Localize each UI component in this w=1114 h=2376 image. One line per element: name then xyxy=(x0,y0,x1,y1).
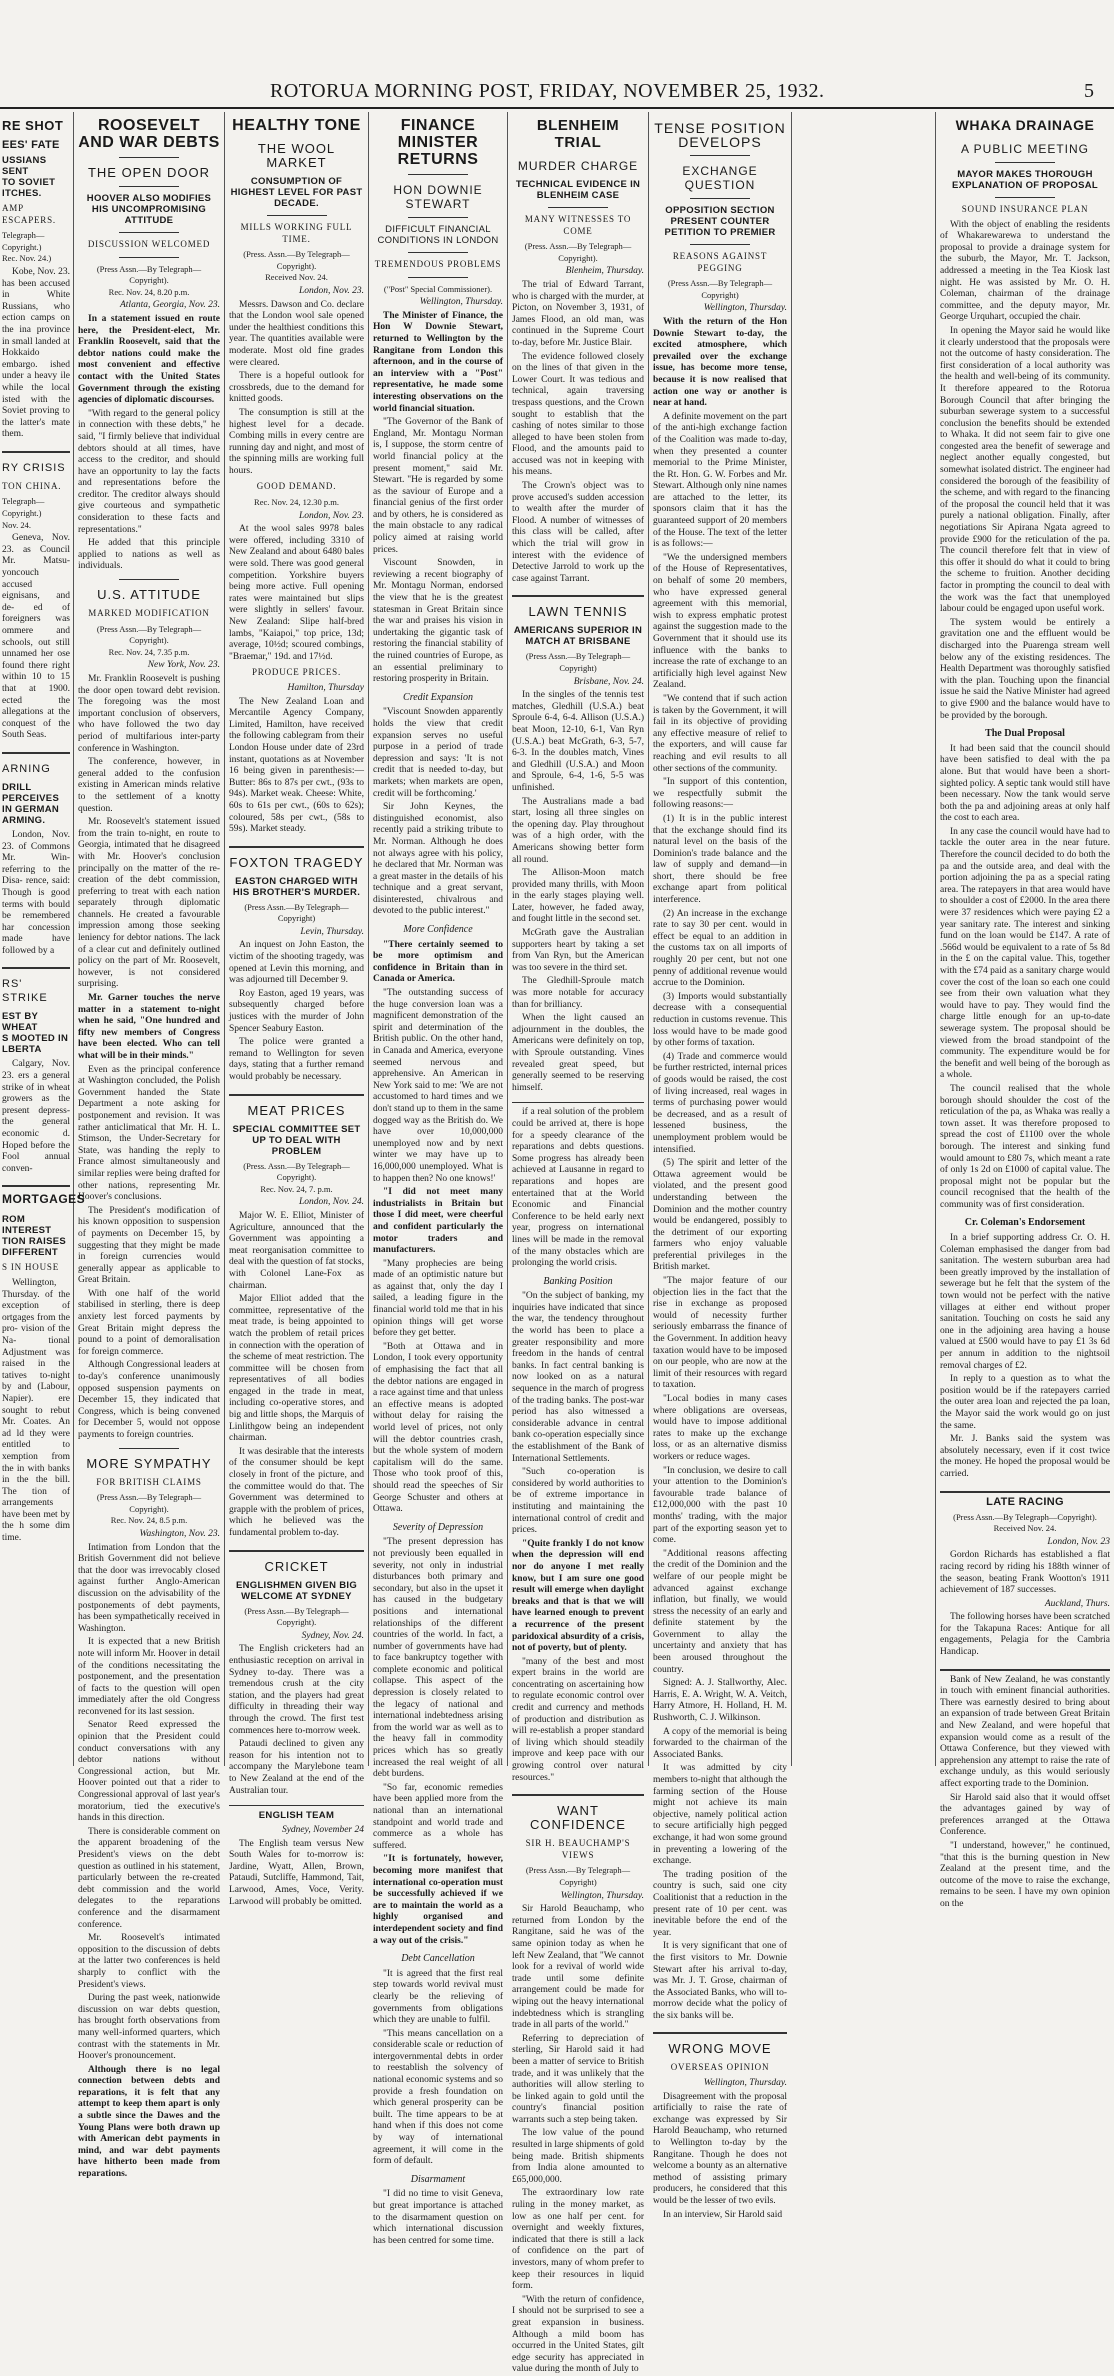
article-paragraph: Kobe, Nov. 23. has been accused in White Russians, who ection camps on the ina province in small landed at Hokkaido embargo. ished under a heavy ile while the local isted with the Soviet proving to the latter's mate them. xyxy=(2,266,70,440)
divider xyxy=(690,155,750,156)
article-paragraph: The system would be entirely a gravitation one and the effluent would be discharged into the Puarenga stream well below any of the existing residences. The Health Department was thoroughly satisfied with the plan. Touching upon the financial issue he said the Native Minister had agreed to give £900 and the balance would have to be provided by the borough. xyxy=(940,617,1110,721)
headline: THE OPEN DOOR xyxy=(87,165,211,180)
headline: RE SHOT xyxy=(2,118,64,133)
article-paragraph: "With regard to the general policy in connection with these debts," he said, "I firmly believe that individual debtors should at all times, have access to the creditor, and should have an opportunity to lay the facts and representations before the creditor. The creditor always should give courteous and sympathetic consideration to these facts and representations." xyxy=(78,408,220,535)
divider xyxy=(119,157,179,158)
dateline: Brisbane, Nov. 24. xyxy=(573,676,644,687)
article-paragraph: Major W. E. Elliot, Minister of Agriculture, announced that the Government was appointing a meat reorganisation committee to deal with the question of fat stocks, with Colonel Lane-Fox as chairman. xyxy=(229,1210,364,1291)
column-2 xyxy=(229,113,364,1907)
headline: LAWN TENNIS xyxy=(528,604,628,620)
column-rule xyxy=(73,112,74,1766)
article-paragraph: In a brief supporting address Cr. O. H. Coleman emphasised the danger from bad sanitation. The western suburban area had been greatly improved by the installation of sewerage but he felt that the system of the town would not be perfect with the native villages at either end without proper sanitation. Touching on costs he said any one in the adjoining area having a house valued at £500 would have to pay £1 3s 6d per annum in addition to the nightsoil removal charges of £2. xyxy=(940,1233,1110,1371)
article-paragraph: Even as the principal conference at Washington concluded, the Polish Government handed the State Department a note asking for postponement and revision. It was rather anticlimatical that Mr. H. L. Stimson, the Under-Secretary for State, was handing the reply to France almost simultaneously and similar replies were being drafted for other nations, representing Mr. Hoover's conclusions. xyxy=(78,1064,220,1203)
article-paragraph: The low value of the pound resulted in large shipments of gold being made. British shipments from India alone amounted to £65,000,000. xyxy=(512,2128,644,2185)
article-paragraph: There is considerable comment on the apparent broadening of the President's views on the debt question as outlined in his statement, particularly between the re-created debt commission and the world delegates to the reparations conference and the disarmament conference. xyxy=(78,1826,220,1930)
lead-paragraph: With the return of the Hon Downie Stewart to-day, the excited atmosphere, which prevailed over the exchange issue, has become more tense, because it is now realised that action one way or another is near at hand. xyxy=(653,316,787,409)
dateline: Hamilton, Thursday xyxy=(287,682,364,693)
article-paragraph: The Australians made a bad start, losing all three singles on the opening day. Play throughout was of a high order, with the Americans showing better form all round. xyxy=(512,796,644,865)
article-paragraph: "Local bodies in many cases where obligations are overseas, would have to impose additional rates to make up the exchange loss, or as an alternative dismiss workers or reduce wages. xyxy=(653,1394,787,1462)
article-paragraph: At the wool sales 9978 bales were offered, including 3310 of New Zealand and about 6480 bales were sold. There was good general competition. Yorkshire buyers being more active. Full opening rates were maintained but slips were slightly in sellers' favour. New Zealand: Slipe half-bred lambs, "Kaiapoi," top price, 13d; average, 10½d; scoured combings, "Braemar," 19d. and 17½d. xyxy=(229,524,364,662)
article-paragraph: Mr. Roosevelt's intimated opposition to the discussion of debts at the latter two conferences is held sharply to conflict with the President's views. xyxy=(78,1933,220,1990)
divider xyxy=(408,277,468,278)
article-paragraph: In an interview, Sir Harold said xyxy=(663,2209,783,2220)
masthead-rule xyxy=(0,107,1114,109)
article-paragraph: McGrath gave the Australian supporters heart by taking a set from Van Ryn, but the American was too severe in the third set. xyxy=(512,928,644,973)
subhead: Disarmament xyxy=(410,2173,466,2185)
article-paragraph: Sir Harold said also that it would offset the advantages gained by way of preferences arranged at the Ottawa Conference. xyxy=(940,1792,1110,1838)
press-credit: Telegraph—Copyright.) Nov. 24. xyxy=(2,496,45,530)
headline: THE WOOL MARKET xyxy=(257,141,336,170)
subhead: More Confidence xyxy=(403,924,473,936)
article-paragraph: The trial of Edward Tarrant, who is charged with the murder, at Picton, on November 3, 1931, of James Flood, an old man, was continued in the Supreme Court to-day, before Mr. Justice Blair. xyxy=(512,279,644,348)
dateline: Wellington, Thursday. xyxy=(419,297,503,308)
divider xyxy=(119,257,179,258)
subheadline: MANY WITNESSES TO COME xyxy=(524,214,632,236)
subheadline: USSIANS SENT TO SOVIET ITCHES. xyxy=(2,155,56,199)
article-paragraph: The council realised that the whole borough should shoulder the cost of the reticulation of the pa, as Whaka was really a town asset. It was therefore proposed to spread the cost of £1100 over the whole borough. The interest and sinking fund would amount to £80 7s, which meant a rate of only 1s 2d on £1000 of capital value. The proposal might not be popular but the council recognised that the health of the community was of first consideration. xyxy=(940,1083,1110,1210)
section-rule xyxy=(512,595,644,597)
divider xyxy=(119,186,179,187)
headline: MURDER CHARGE xyxy=(517,159,639,173)
article-paragraph: The consumption is still at the highest level for a decade. Combing mills in every centre are running day and night, and most of the spinning mills are working full hours. xyxy=(229,407,364,476)
divider xyxy=(995,162,1055,163)
article-paragraph: "With the return of confidence, I should not be surprised to see a great expansion in business. Although a mild boom has occurred in the United States, gilt edge security has appreciated in value during the month of July to xyxy=(512,2294,644,2375)
article-paragraph: Gordon Richards has established a flat racing record by riding his 188th winner of the season, beating Frank Wootton's 1911 achievement of 187 successes. xyxy=(940,1550,1110,1596)
divider xyxy=(690,198,750,199)
article-paragraph: if a real solution of the problem could be arrived at, there is hope for a speedy clearance of the reparations and debts questions. Some progress has already been achieved at Lausanne in regard to reparations and hopes are entertained that at the World Economic and Financial Conference to be held early next year, progress on international lines will be made in the removal of the many obstacles which are prolonging the world crisis. xyxy=(512,1107,644,1269)
article-paragraph: During the past week, nationwide discussion on war debts question, has brought forth observations from many well-informed quarters, which contrast with the statements in Mr. Hoover's pronouncement. xyxy=(78,1993,220,2062)
press-credit: Telegraph—Copyright.) Rec. Nov. 24.) xyxy=(2,230,52,264)
article-paragraph: (4) Trade and commerce would be further restricted, internal prices of goods would be raised, the cost of living increased, real wages in terms of purchasing power would be decreased, and as a result of lessened business, the unemployment problem would be intensified. xyxy=(653,1051,787,1155)
dateline: Wellington, Thursday. xyxy=(703,2078,787,2089)
press-credit: (Press. Assn.—By Telegraph—Copyright). xyxy=(524,241,632,263)
section-rule xyxy=(2,451,70,453)
headline: ROOSEVELT AND WAR DEBTS xyxy=(78,117,220,151)
subheadline: EASTON CHARGED WITH HIS BROTHER'S MURDER. xyxy=(232,875,361,898)
article-paragraph: The following horses have been scratched for the Takapuna Races: Antique for all engagements, Pelagia for the Cambria Handicap. xyxy=(940,1612,1110,1658)
section-rule xyxy=(229,1094,364,1096)
column-rule xyxy=(368,112,369,1766)
subheadline: S IN HOUSE xyxy=(2,1262,60,1273)
subheadline: HOOVER ALSO MODIFIES HIS UNCOMPROMISING ATTITUDE xyxy=(86,193,212,226)
subhead: Cr. Coleman's Endorsement xyxy=(964,1217,1086,1229)
headline: HEALTHY TONE xyxy=(232,117,361,134)
press-credit: (Press Assn.—By Telegraph—Copyright). Rec. Nov. 24, 8.20 p.m. xyxy=(96,263,202,297)
subheadline: AMERICANS SUPERIOR IN MATCH AT BRISBANE xyxy=(513,625,643,648)
headline: RS' STRIKE xyxy=(2,978,48,1005)
column-4 xyxy=(512,113,644,2375)
section-rule xyxy=(940,1669,1110,1671)
article-paragraph: "It is agreed that the first real step towards world revival must clearly be the relieving of governments from obligations which they are unable to fulfil. xyxy=(373,1968,503,2026)
article-paragraph: Senator Reed expressed the opinion that the President could conduct conversations with any debtor nations without Congressional action, but Mr. Hoover pointed out that a rider to Congressional approval of last year's moratorium, tied the executive's hands in this direction. xyxy=(78,1720,220,1824)
headline: MORE SYMPATHY xyxy=(86,1455,212,1471)
article-paragraph: The Crown's object was to prove accused's sudden accession to wealth after the murder of Flood. A number of witnesses of this class will be called, after which the trial will grow in interest with the evidence of Detective Jarrold to work up the case against Tarrant. xyxy=(512,481,644,584)
headline: BLENHEIM TRIAL xyxy=(536,117,620,151)
subheadline: AMP ESCAPERS. xyxy=(2,203,56,225)
article-paragraph: Mr. Franklin Roosevelt is pushing the door open toward debt revision. The foregoing was the most important conclusion of observers, who have followed the two day period of multifarious inter-party conference in Washington. xyxy=(78,674,220,754)
article-paragraph: "In support of this contention, we respectfully submit the following reasons:— xyxy=(653,777,787,811)
page-number: 5 xyxy=(1084,80,1094,102)
subheadline: OVERSEAS OPINION xyxy=(670,2062,770,2073)
article-paragraph: Although Congressional leaders at to-day's conference unanimously opposed suspension payments on December 15, they indicated that Congress, which is being convened for December 5, would not oppose payments to foreign countries. xyxy=(78,1360,220,1440)
dateline: London, Nov. 23. xyxy=(298,510,364,521)
section-rule xyxy=(2,967,70,969)
article-paragraph: The English team versus New South Wales for to-morrow is: Jardine, Wyatt, Allen, Brown, Pataudi, Sutcliffe, Hammond, Tait, Larwood, Ames, Voce, Verity. Larwood will probably be omitted. xyxy=(229,1838,364,1907)
article-paragraph: "It is fortunately, however, becoming more manifest that international co-operation must be successfully achieved if we are to maintain the world as a highly organised and interdependent society and find a way out of the crisis." xyxy=(373,1854,503,1946)
article-paragraph: It is expected that a new British note will inform Mr. Hoover in detail of the conditions necessitating the postponement, and the presentation of facts to the question will open immediately after the old Congress reconvened for its last session. xyxy=(78,1637,220,1717)
divider xyxy=(229,1805,364,1806)
article-paragraph: The New Zealand Loan and Mercantile Agency Company, Limited, Hamilton, have received the following cablegram from their London House under date of 23rd instant, quotations as at November 16 being given in parenthesis:—Butter: 86s to 87s per cwt., (93s to 94s). Market weak. Cheese: White, 60s to 61s per cwt., (60s to 62s); coloured, 58s per cwt., (58s to 59s). Market steady. xyxy=(229,696,364,835)
press-credit: (Press Assn.—By Telegraph—Copyright). Received Nov. 24. xyxy=(953,1511,1097,1534)
subheadline: MAYOR MAKES THOROUGH EXPLANATION OF PROPOSAL xyxy=(951,169,1099,191)
press-credit: (Press Assn.—By Telegraph—Copyright) xyxy=(244,901,349,924)
headline: LATE RACING xyxy=(986,1495,1064,1508)
article-paragraph: "I did no time to visit Geneva, but great importance is attached to the disarmament question on which international discussion has been centred for some time. xyxy=(373,2189,503,2246)
dateline: Sydney, Nov. 24. xyxy=(301,1630,364,1641)
article-paragraph: Messrs. Dawson and Co. declare that the London wool sale opened under the healthiest conditions this year. The quantities available were moderate. Most old fine grades were cleared. xyxy=(229,299,364,368)
section-rule xyxy=(653,2032,787,2034)
headline: CRICKET xyxy=(264,1558,329,1574)
subhead: Debt Cancellation xyxy=(401,1953,475,1965)
divider xyxy=(690,244,750,245)
dateline: Blenheim, Thursday. xyxy=(565,266,644,277)
section-rule xyxy=(512,1794,644,1796)
article-paragraph: The Gledhill-Sproule match was more notable for accuracy than for brilliancy. xyxy=(512,976,644,1010)
headline: FINANCE MINISTER RETURNS xyxy=(397,117,479,168)
article-paragraph: London, Nov. 23. of Commons Mr. Win- referring to the Disa- rence, said: Though is good terms with bould be remembered har concession made have followed by a xyxy=(2,829,70,956)
dateline: London, Nov. 23. xyxy=(298,285,364,296)
article-paragraph: Referring to depreciation of sterling, Sir Harold said it had been a matter of service to British trade, and it was unlikely that the authorities will allow sterling to be linked again to gold until the country's financial position warrants such a step being taken. xyxy=(512,2033,644,2125)
lead-paragraph: The Minister of Finance, the Hon W Downie Stewart, returned to Wellington by the Rangitane from London this afternoon, and in the course of an interview with a "Post" representative, he made some interesting observations on the world financial situation. xyxy=(373,310,503,414)
divider xyxy=(548,207,608,208)
article-paragraph: "Both at Ottawa and in London, I took every opportunity of emphasising the fact that all the debtor nations are engaged in a race against time and that unless an effective means is adopted without delay for raising the world level of prices, not only will the debtor countries crash, but the whole system of modern capitalism will do the same. Those who took proof of this, should read the speeches of Sir George Schuster and others at Ottawa. xyxy=(373,1341,503,1515)
divider xyxy=(995,197,1055,198)
article-paragraph: "Such co-operation is considered by world authorities to be of extreme importance in instituting and maintaining the international control of credit and prices. xyxy=(512,1467,644,1536)
article-paragraph: Sir John Keynes, the distinguished economist, also recently paid a striking tribute to Mr. Norman. Although he does not always agree with his policy, he declared that Mr. Norman was a great master in the details of his technique and a great servant, disinterested, chivalrous and devoted to the public interest." xyxy=(373,802,503,917)
article-paragraph: An inquest on John Easton, the victim of the shooting tragedy, was opened at Levin this morning, and was adjourned till December 9. xyxy=(229,940,364,986)
subheadline: SIR H. BEAUCHAMP'S VIEWS xyxy=(525,1838,631,1860)
article-paragraph: In opening the Mayor said he would like it clearly understood that the proposals were not the outcome of hasty consideration. The first consideration of a local authority was the health and well-being of its community. It therefore appeared to the Rotorua Borough Council that after bringing the suburban sewerage system to a successful conclusion the benefits should be extended to Whaka. It did not seem fair to give one congested area the benefit of sewerage and neglect another equally congested, but somewhat isolated district. The engineer had considered the borough of the feasibility of the scheme, and with regard to the financing of the proposal the council held that it was purely a national obligation. Finally, after negotiations Sir Apirana Ngata agreed to provide £900 for the reticulation of the pa. The council therefore felt that in view of this offer it should do what it could to bring the scheme to fruition. Another deciding factor in prompting the council to deal with the work was the fact that unemployed labour could be engaged upon useful work. xyxy=(940,325,1110,615)
article-paragraph: It was desirable that the interests of the consumer should be kept closely in front of the picture, and the committee would do that. The Government was determined to grapple with the problem of prices, which he believed was the fundamental problem to-day. xyxy=(229,1446,364,1538)
divider xyxy=(119,579,179,580)
subheadline: EST BY WHEAT S MOOTED IN LBERTA xyxy=(2,1011,69,1056)
column-rule xyxy=(507,112,508,1766)
subheadline: REASONS AGAINST PEGGING xyxy=(672,251,768,273)
divider xyxy=(512,1102,644,1103)
dateline: London, Nov. 24. xyxy=(298,1197,364,1208)
section-rule xyxy=(229,846,364,848)
article-paragraph: "Viscount Snowden apparently holds the view that credit expansion serves no useful purpose in a period of trade depression and says: 'It is not credit that is needed to-day, but markets; when markets are open, credit will be forthcoming.' xyxy=(373,707,503,799)
newspaper-masthead-title: ROTORUA MORNING POST, FRIDAY, NOVEMBER 25, 1932. xyxy=(270,80,825,102)
article-paragraph: The Allison-Moon match provided many thrills, with Moon in the early stages playing well. Later, however, he faded away, and fought little in the second set. xyxy=(512,868,644,925)
section-rule xyxy=(229,1550,364,1552)
subheadline: CONSUMPTION OF HIGHEST LEVEL FOR PAST DECADE. xyxy=(230,176,363,209)
dateline: Auckland, Thurs. xyxy=(1044,1598,1110,1609)
article-paragraph: A copy of the memorial is being forwarded to the chairman of the Associated Banks. xyxy=(653,1726,787,1760)
headline: WHAKA DRAINAGE xyxy=(955,117,1095,133)
subheadline: MILLS WORKING FULL TIME. xyxy=(240,222,353,244)
divider xyxy=(408,174,468,175)
article-paragraph: There is a hopeful outlook for crossbreds, due to the demand for knitted goods. xyxy=(229,371,364,405)
press-credit: (Press Assn.—By Telegraph—Copyright). xyxy=(244,1605,349,1628)
article-paragraph: "Additional reasons affecting the credit of the Dominion and the welfare of our people might be advanced against exchange inflation, but finally, we would stress the necessity of an early and definite statement by the Government to allay the uncertainty and anxiety that has been aroused throughout the country. xyxy=(653,1548,787,1675)
headline: RY CRISIS xyxy=(2,461,66,474)
article-paragraph: With the object of enabling the residents of Whakarewarewa to understand the proposal to provide a drainage system for the suburb, the Mayor, Mr. T. Jackson, addressed a meeting in the Tea Kiosk last night. He was assisted by Mr. O. H. Coleman, chairman of the drainage committee, and the deputy mayor, Mr. George Urquhart, occupied the chair. xyxy=(940,219,1110,323)
article-paragraph: (5) The spirit and letter of the Ottawa agreement would be violated, and the present good understanding between the Dominion and the mother country would be endangered, possibly to the detriment of our exporting farmers who enjoy valuable preferential privileges in the British market. xyxy=(653,1158,787,1273)
article-paragraph: Roy Easton, aged 19 years, was subsequently charged before justices with the murder of John Spencer Seabury Easton. xyxy=(229,988,364,1034)
press-credit: (Press Assn.—By Telegraph—Copyright) xyxy=(525,1865,631,1887)
subheadline: GOOD DEMAND. xyxy=(256,481,337,492)
dateline: London, Nov. 23 xyxy=(1047,1536,1110,1547)
article-paragraph: "We the undersigned members of the House of Representatives, on behalf of some 20 members, who have expressed general agreement with this memorial, wish to express emphatic protest against the suggestion made to the Government that it should use its influence with the banks to increase the rate of exchange to an artificially high level against New Zealand. xyxy=(653,552,787,691)
article-paragraph: Mr. Garner touches the nerve matter in a statement to-night when he said, "One hundred and fifty new members of Congress have been elected. Who can tell what will be in their minds." xyxy=(78,993,220,1061)
article-paragraph: It was admitted by city members to-night that although the farming section of the House might not achieve its main objective, namely political action to secure artificially high pegged exchange, it had won some ground in preventing a lowering of the exchange. xyxy=(653,1763,787,1867)
article-paragraph: He added that this principle applied to nations as well as individuals. xyxy=(78,538,220,572)
article-paragraph: "The outstanding success of the huge conversion loan was a magnificent demonstration of the spirit and determination of the British public. On the other hand, in Canada and America, everyone seemed nervous and apprehensive. An American in New York said to me: 'We are not accustomed to hard times and we don't stand up to them in the same dogged way as the British do. We have over 10,000,000 unemployed now and by next winter we may have up to 16,000,000 unemployed. What is to happen then? No one knows!' xyxy=(373,988,503,1184)
article-paragraph: When the light caused an adjournment in the doubles, the Americans were definitely on top, with Sproule outstanding. Vines revealed great speed, but generally seemed to be reserving himself. xyxy=(512,1013,644,1093)
divider xyxy=(119,232,179,233)
divider xyxy=(119,1448,179,1449)
subhead: Credit Expansion xyxy=(403,691,473,703)
article-paragraph: The President's modification of his known opposition to suspension of payments on December 15, by suggesting that they might be made in foreign currencies would generally appear as applicable to Great Britain. xyxy=(78,1205,220,1286)
headline: ARNING xyxy=(2,762,51,775)
subheadline: TON CHINA. xyxy=(2,480,62,491)
subheadline: DRILL PERCEIVES IN GERMAN ARMING. xyxy=(2,781,60,826)
article-paragraph: "The major feature of our objection lies in the fact that the rise in exchange as proposed would of necessity further seriously embarrass the finance of the Government. In addition heavy taxation would have to be imposed on our people, who are now at the limit of their resources with regard to taxation. xyxy=(653,1276,787,1391)
headline: U.S. ATTITUDE xyxy=(97,587,201,603)
press-credit: (Press Assn.—By Telegraph—Copyright) xyxy=(525,651,631,673)
headline: MORTGAGES xyxy=(2,1192,86,1207)
press-credit: (Press. Assn.—By Telegraph—Copyright). Rec. Nov. 24, 7. p.m. xyxy=(243,1160,350,1194)
article-paragraph: "Many prophecies are being made of an optimistic nature but as against that, only the day I sailed, a leading figure in the financial world told me that in his opinion things will get worse before they get better. xyxy=(373,1258,503,1339)
article-paragraph: "Quite frankly I do not know when the depression will end nor do anyone I met really know, but I am sure one good result will emerge when daylight breaks and that is that we will have learned enough to prevent a recurrence of the present paridoxical absurdity of a crisis, not of poverty, but of plenty. xyxy=(512,1538,644,1654)
subheadline: SPECIAL COMMITTEE SET UP TO DEAL WITH PROBLEM xyxy=(232,1123,361,1157)
article-paragraph: The extraordinary low rate ruling in the money market, as low as one half per cent. for overnight and weekly fixtures, indicated that there is still a lack of confidence on the part of investors, many of whom prefer to keep their resources in liquid form. xyxy=(512,2188,644,2292)
article-paragraph: (3) Imports would substantially decrease with a consequential reduction in customs revenue. This loss would have to be made good by other forms of taxation. xyxy=(653,991,787,1049)
lead-paragraph: In a statement issued en route here, the President-elect, Mr. Franklin Roosevelt, said that the debtor nations could make the most convenient and effective contact with the United States Government through the existing agencies of diplomatic discourses. xyxy=(78,313,220,406)
article-paragraph: Sir Harold Beauchamp, who returned from London by the Rangitane, said he was of the same opinion today as when he left New Zealand, that "We cannot look for a revival of world wide trade until some definite arrangement could be made for wiping out the heavy international indebtedness which is strangling trade in all parts of the world." xyxy=(512,1904,644,2031)
section-rule xyxy=(2,1185,70,1187)
subhead: The Dual Proposal xyxy=(985,728,1065,740)
subheadline: DIFFICULT FINANCIAL CONDITIONS IN LONDON xyxy=(377,224,499,246)
column-3 xyxy=(373,113,503,2246)
headline: HON DOWNIE STEWART xyxy=(393,183,483,211)
article-paragraph: Mr. Roosevelt's statement issued from the train to-night, en route to Georgia, intimated that he disagreed with Mr. Hoover's conclusion principally on the matter of the re-creation of the debt commission, preferring to treat with each nation separately through diplomatic channels. He created a favourable impression among those seeking leniency for debtor nations. The lack of a clear cut and definitely outlined policy on the part of Mr. Roosevelt, however, is not considered surprising. xyxy=(78,817,220,990)
article-paragraph: "On the subject of banking, my inquiries have indicated that since the war, the tendency throughout the world has been to place a greater responsibility and more freedom in the hands of central banks. In fact central banking is now looked on as a natural sequence in the march of progress of the trading banks. The post-war period has also witnessed a considerable advance in central bank co-operation especially since the establishment of the Bank of International Settlements. xyxy=(512,1291,644,1464)
column-6 xyxy=(940,113,1110,1909)
dateline: Washington, Nov. 23. xyxy=(139,1528,220,1539)
divider xyxy=(267,215,327,216)
article-paragraph: The police were granted a remand to Wellington for seven days, stating that a further remand would probably be necessary. xyxy=(229,1037,364,1082)
press-credit: ("Post" Special Commissioner). xyxy=(383,283,493,294)
article-paragraph: "This means cancellation on a considerable scale or reduction of intergovernmental debts in order to reestablish the solvency of national economic systems and so provide a fresh foundation on which general prosperity can be built. The time appears to be at hand when if this does not come by way of international agreement, it will come in the form of default. xyxy=(373,2028,503,2167)
press-credit: Rec. Nov. 24, 12.30 p.m. xyxy=(254,497,339,508)
article-paragraph: "I understand, however," he continued, "that this is the burning question in New Zealand at the present time, and the outcome of the move to raise the exchange, remains to be seen. I have my own opinion on the xyxy=(940,1840,1110,1909)
article-paragraph: "There certainly seemed to be more optimism and confidence in Britain than in Canada or America. xyxy=(373,939,503,985)
dateline: Wellington, Thursday. xyxy=(560,1890,644,1901)
headline: FOXTON TRAGEDY xyxy=(229,854,364,870)
subheadline: ENGLISHMEN GIVEN BIG WELCOME AT SYDNEY xyxy=(235,1579,358,1602)
article-paragraph: The conference, however, in general added to the confusion existing in American minds relative to the settlement of a knotty question. xyxy=(78,757,220,814)
article-paragraph: In any case the council would have had to tackle the outer area in the near future. Therefore the council decided to do both the pa and the outside area, and deal with the portion adjoining the pa as a special rating area. The ratepayers in that area would have to shoulder a cost of £2000. In the area there were 37 residences which were paying £2 a year sanitary rate. The interest and sinking fund on the loan would be £147. A rate of .566d would be equivalent to a rate of 5s 8d in the £ on the capital value. This, together with the £74 paid as a sanitary charge would cover the cost of the loan so each one could see from their own valuation what they would have to pay. They would find the charge little enough for an up-to-date sewerage system. The proposal should be viewed from the broad standpoint of the community. The expenditure would be for the benefit and well being of the borough as a whole. xyxy=(940,826,1110,1081)
press-credit: (Press Assn.—By Telegraph—Copyright). Rec. Nov. 24, 7.35 p.m. xyxy=(96,623,202,657)
subheadline: ENGLISH TEAM xyxy=(258,1810,335,1822)
subheadline: TREMENDOUS PROBLEMS xyxy=(374,259,502,269)
article-paragraph: Wellington, Thursday. of the exception of ortgages from the pro- vision of the Na- tional Adjustment was raised in the tatives to-night by and (Labour, Napier). ere sought to rebut Mr. Coates. An ad ld they were entitled to xemption from the in with banks in the the bill. The tion of arrangements have been met by the h some dim time. xyxy=(2,1278,70,1544)
article-paragraph: Signed: A. J. Stallworthy, Alec. Harris, E. A. Wright, W. A. Veitch, Harry Atmore, H. Holland, H. M. Rushworth, C. J. Wilkinson. xyxy=(653,1678,787,1724)
article-paragraph: Geneva, Nov. 23. as Council Mr. Matsu- yoncouch accused eignisans, and de- ed of foreigners was ommere and schools, out still unnamed her ose found there right within 10 to 15 that at 1900. ected the allegations at the conquest of the South Seas. xyxy=(2,533,70,741)
column-rule xyxy=(224,112,225,1766)
article-paragraph: The English cricketers had an enthusiastic reception on arrival in Sydney to-day. There was a tremendous crush at the city station, and the players had great difficulty in threading their way through the crowd. The first test commences here to-morrow week. xyxy=(229,1644,364,1736)
press-credit: (Press. Assn.—By Telegraph—Copyright). Received Nov. 24. xyxy=(243,249,350,283)
article-paragraph: "The present depression has not previously been equalled in severity, not only in industrial disturbances both primary and secondary, but also in the upset it has caused in the budgetary positions and international relationships of the different countries of the world. In fact, a number of governments have had to face bankruptcy together with complete economic and political collapse. This aspect of the depression is closely related to the legacy of national and international indebtedness arising from the world war as well as to the heavy fall in commodity prices which has so greatly increased the real weight of all debt burdens. xyxy=(373,1537,503,1780)
section-rule xyxy=(2,752,70,754)
dateline: Wellington, Thursday. xyxy=(703,303,787,314)
article-paragraph: Calgary, Nov. 23. ers a general strike of in wheat growers as the present depress- the general economic d. Hoped before the Fool annual conven- xyxy=(2,1059,70,1174)
column-rule xyxy=(648,112,649,1766)
headline: EXCHANGE QUESTION xyxy=(682,164,758,192)
headline: TENSE POSITION DEVELOPS xyxy=(654,120,786,150)
column-0 xyxy=(2,113,86,1763)
article-paragraph: "So far, economic remedies have been applied more from the national than an international standpoint and world trade and commerce as a whole has suffered. xyxy=(373,1782,503,1851)
article-paragraph: The evidence followed closely on the lines of that given in the Lower Court. It was tedious and technical, again traversing trespass questions, and the Crown sought to establish that the cashing of notes similar to those alleged to have been stolen from Flood, and the amounts paid to accused was not in keeping with his means. xyxy=(512,351,644,478)
article-paragraph: "We contend that if such action is taken by the Government, it will fail in its objective of providing any effective measure of relief to the exporters, and will cause far reaching and evil results to all other sections of the community. xyxy=(653,693,787,774)
article-paragraph: "I did not meet many industrialists in Britain but those I did meet, were cheerful and confident particularly the motor traders and manufacturers. xyxy=(373,1187,503,1256)
article-paragraph: "In conclusion, we desire to call your attention to the Dominion's favourable trade balance of £12,000,000 with the past 10 months' trading, with the major part of the exporting season yet to come. xyxy=(653,1465,787,1546)
article-paragraph: "The Governor of the Bank of England, Mr. Montagu Norman is, I suppose, the storm centre of world financial policy at the present moment," said Mr. Stewart. "He is regarded by some as the saviour of Europe and a financial genius of the first order and by others, he is considered as the main obstacle to any radical policy aimed at raising world prices. xyxy=(373,417,503,555)
article-paragraph: (2) An increase in the exchange rate to say 30 per cent. would in effect be equal to an addition in the customs tax on all imports of roughly 20 per cent, but not one penny of additional revenue would accrue to the Dominion. xyxy=(653,908,787,989)
dateline: New York, Nov. 23. xyxy=(147,660,220,671)
press-credit: (Press Assn.—By Telegraph—Copyright). Rec. Nov. 24, 8.5 p.m. xyxy=(96,1492,202,1526)
article-paragraph: The trading position of the country is such, said one city Coalitionist that a reduction in the present rate of 10 per cent. was inevitable before the end of the year. xyxy=(653,1869,787,1938)
subhead: Severity of Depression xyxy=(392,1521,484,1533)
headline: WANT CONFIDENCE xyxy=(530,1803,626,1833)
article-paragraph: Viscount Snowden, in reviewing a recent biography of Mr. Montagu Norman, endorsed the view that he is the greatest statesman in Great Britain since the war and praises his vision in undertaking the gigantic task of restoring the financial stability of the ruined countries of Europe, as an essential preliminary to restoring prosperity in Britain. xyxy=(373,558,503,685)
article-paragraph: In reply to a question as to what the position would be if the ratepayers carried the outer area loan and rejected the pa loan, the Mayor said the work would go on just the same. xyxy=(940,1374,1110,1431)
subhead: Banking Position xyxy=(543,1275,613,1287)
article-paragraph: Major Elliot added that the committee, representative of the meat trade, is being appointed to watch the problem of retail prices in connection with the operation of the scheme of meat restriction. The committee will be chosen from representatives of all bodies engaged in the trade in meat, including co-operative stores, and big and little shops, the Marquis of Linlithgow being an independent chairman. xyxy=(229,1294,364,1444)
article-paragraph: "many of the best and most expert brains in the world are concentrating on ascertaining how to regulate economic control over credit and currency and methods of production and distribution as will re-establish a proper standard of living which should steadily improve and keep pace with our growing control over natural resources." xyxy=(512,1656,644,1783)
column-rule xyxy=(791,112,792,1766)
subheadline: TECHNICAL EVIDENCE IN BLENHEIM CASE xyxy=(515,179,641,201)
press-credit: (Press Assn.—By Telegraph—Copyright) xyxy=(667,278,773,300)
subheadline: DISCUSSION WELCOMED xyxy=(87,239,211,249)
subheadline: OPPOSITION SECTION PRESENT COUNTER PETITION TO PREMIER xyxy=(664,205,776,238)
subheadline: FOR BRITISH CLAIMS xyxy=(96,1476,202,1487)
section-rule xyxy=(940,1491,1110,1493)
article-paragraph: Although there is no legal connection between debts and reparations, it is felt that any attempt to keep them apart is only a subtle since the Dawes and the Young Plans were both drawn up with American debt payments in mind, and war debt payments have hitherto been made from reparations. xyxy=(78,2064,220,2180)
article-paragraph: It had been said that the council should have been satisfied to deal with the pa alone. But that would have been a short-sighted policy. A septic tank would still have been necessary. Now the tank would serve both the pa and adjoining areas at only half the cost to each area. xyxy=(940,743,1110,824)
article-paragraph: It is very significant that one of the first visitors to Mr. Downie Stewart after his arrival to-day, was Mr. J. T. Grose, chairman of the Associated Banks, who will to-morrow decide what the policy of the six banks will be. xyxy=(653,1941,787,2021)
column-1 xyxy=(78,113,220,2180)
dateline: Levin, Thursday. xyxy=(300,926,364,937)
article-paragraph: In the singles of the tennis test matches, Gledhill (U.S.A.) beat Sproule 6-4, 6-4. Allison (U.S.A.) beat Moon, 12-10, 6-1, Van Ryn (U.S.A.) beat McGrath, 6-3, 5-7, 6-3. In the doubles match, Vines and Gledhill (U.S.A.) and Moon and Sproule, 6-4, 1-6, 5-5 was unfinished. xyxy=(512,690,644,793)
divider xyxy=(408,252,468,253)
subheadline: SOUND INSURANCE PLAN xyxy=(961,204,1089,214)
headline: EES' FATE xyxy=(2,139,60,151)
article-paragraph: A definite movement on the part of the anti-high exchange faction of the Coalition was made to-day, when they presented a counter memorial to the Prime Minister, the Rt. Hon. G. W. Forbes and Mr. Stewart. Although only nine names are attached to the letter, its sponsors claim that it has the guaranteed support of 20 members of the House. The text of the letter is as follows:— xyxy=(653,411,787,550)
article-paragraph: With one half of the world stabilised in sterling, there is deep anxiety lest forced payments by Great Britain might depress the pound to a point of demoralisation for foreign commerce. xyxy=(78,1288,220,1357)
subheadline: MARKED MODIFICATION xyxy=(88,608,210,619)
article-paragraph: Mr. J. Banks said the system was absolutely necessary, even if it cost twice the money. He hoped the proposal would be carried. xyxy=(940,1434,1110,1479)
divider xyxy=(408,217,468,218)
subheadline: ROM INTEREST TION RAISES DIFFERENT xyxy=(2,1214,67,1259)
article-paragraph: Intimation from London that the British Government did not believe that the door was irrevocably closed against further Anglo-American discussion on the advisability of the postponements of debt payments, has been sympathetically received in Washington. xyxy=(78,1542,220,1634)
article-paragraph: Bank of New Zealand, he was constantly in touch with eminent financial authorities. There was earnestly desired to bring about an expansion of trade between Great Britain and New Zealand, and were hopeful that expansion would come as a result of the Ottawa Conference, but they viewed with apprehension any attempt to raise the rate of exchange unduly, as this would seriously affect exporting trade to the Dominion. xyxy=(940,1674,1110,1789)
headline: A PUBLIC MEETING xyxy=(960,142,1090,156)
headline: MEAT PRICES xyxy=(247,1102,346,1118)
subheadline: PRODUCE PRICES. xyxy=(251,667,342,678)
article-paragraph: Pataudi declined to given any reason for his intention not to accompany the Marylebone team to New Zealand at the end of the Australian tour. xyxy=(229,1739,364,1796)
column-rule xyxy=(935,112,936,1766)
headline: WRONG MOVE xyxy=(668,2041,772,2057)
article-paragraph: (1) It is in the public interest that the exchange should find its natural level on the basis of the Dominion's trade balance and the law of supply and demand—in short, there should be free exchange apart from political interference. xyxy=(653,813,787,906)
masthead xyxy=(0,0,1114,102)
column-5 xyxy=(653,113,787,2220)
dateline: Sydney, November 24 xyxy=(281,1825,364,1836)
article-paragraph: Disagreement with the proposal artificially to raise the rate of exchange was expressed by Sir Harold Beauchamp, who returned to Wellington to-day by the Rangitane. Though he does not welcome a bounty as an alternative method of assisting primary producers, he considered that this would be the lesser of two evils. xyxy=(653,2091,787,2206)
dateline: Atlanta, Georgia, Nov. 23. xyxy=(119,300,220,311)
